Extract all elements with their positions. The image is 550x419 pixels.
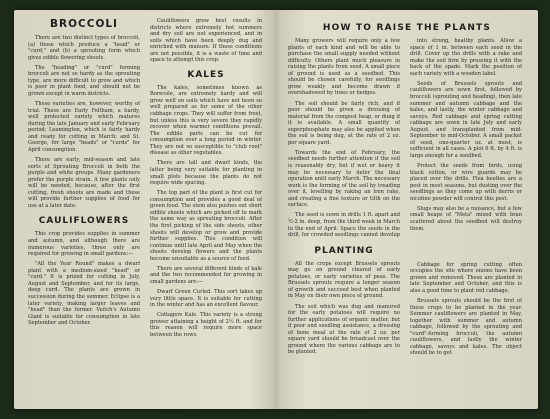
paragraph: There are two distinct types of broccoli, (a) those which produce a "head" or "curd," and (b) a sprouting form which gives edible flowering shoots. xyxy=(28,35,140,61)
cauliflowers-continued-text xyxy=(150,18,262,64)
paragraph: Seeds of Brussels sprouts and cauliflowers are sown first, followed by broccoli (sprouting and heading), then late summer and autumn cabbage and the kales, and lastly, the winter cabbage and savoys. Red cabbage and spring cutting cabbage are sown in late July and early August, and transplanted from mid-September to mid-October. A small packet of seed, one-quarter oz. at most, is sufficient in all cases. A plot 6 ft. by 4 ft. is large enough for a seedbed. xyxy=(410,80,522,159)
planting-text xyxy=(288,261,400,356)
heading-how-to-raise: HOW TO RAISE THE PLANTS xyxy=(322,23,492,33)
paragraph: Cabbage for spring cutting often occupies the site where onions have been grown and removed. These are planted in late September and October, and this is also a good time to plant red cabbage. xyxy=(410,261,522,294)
paragraph: These varieties are, however, worthy of trial. These are Early Feltham, a hardy, well protected variety which matures during the late January and early February period; Leamington, which is fairly hardy and ready for cutting in March; and St. George, for large "heads" or "curds" for April consumption. xyxy=(28,101,140,153)
paragraph: The seed is sown in drills 1 ft. apart and ½-2 in. deep, from the third week in March to the end of April. Space the seeds in the drill, for crowded seedlings cannot develop xyxy=(288,212,400,239)
paragraph: "All the Year Round" makes a dwarf plant with a medium-sized "head" or "curd." It is prized for cutting in July, August and September, and for its large, deep curd. The plants are grown in succession during the summer. Eclipse is a later variety, making larger leaves and "head" than the former. Veitch's Autumn Giant is suitable for consumption in late September and October. xyxy=(28,261,140,327)
paragraph: Cottagers Kale. This variety is a strong grower attaining a height of 2½ ft. and for this reason will require more space between the rows. xyxy=(150,312,262,338)
paragraph: Protect the seeds from birds, using black cotton, or wire guards may be placed over the drills. Flea beetles are a pest in most seasons, but dusting over the seedlings as they come up with derris or nicotine powder will control this pest. xyxy=(410,163,522,202)
left-page xyxy=(14,10,276,409)
paragraph: Towards the end of February, the seedbed needs further attention if the soil is reasonably dry, but if wet or heavy it may be necessary to defer the final operation until early March. The necessary work is the forming of the soil by treading over it, levelling by raking an iron rake, and creating a fine texture or tilth on the surface. xyxy=(288,149,400,209)
paragraph: There are several different kinds of kale and the two recommended for growing in small gardens are:— xyxy=(150,265,262,285)
heading-planting: PLANTING xyxy=(314,245,374,256)
raising-continued-text xyxy=(410,38,522,232)
paragraph: Dwarf Green Curled. This sort takes up very little space. It is suitable for cutting in the winter and has an excellent flavour. xyxy=(150,289,262,309)
broccoli-text xyxy=(28,35,140,209)
right-column-2 xyxy=(410,38,522,361)
kales-text xyxy=(150,85,262,339)
paragraph: The top part of the plant is first cut for consumption and provides a good deal of green food. The stem also pushes out short edible shoots which are picked off to mark the same way as sprouting broccoli. After the first picking of the side shoots, other shoots will develop or grow and provide further supplies. This condition will continue until late April and May when the shoots develop flowers and the plants become unsuitable as a source of food. xyxy=(150,190,262,262)
paragraph: Slugs may also be a nuisance, but a few small heaps of "Meta" mixed with bran scattered about the seedbed will destroy them. xyxy=(410,205,522,232)
paragraph: The kales, sometimes known as Borecole, are extremely hardy and will grow well on soils which have not been so well prepared as for some of the other cabbage crops. They will suffer from frost, but unless this is very severe they rapidly recover when warmer conditions prevail. The edible parts can be cut for consumption over a long period in winter. They are not so susceptible to "club root" disease as other vegetables. xyxy=(150,84,262,157)
cauliflowers-text xyxy=(28,231,140,326)
left-column-2 xyxy=(150,18,262,342)
left-column-1 xyxy=(28,18,140,330)
paragraph: There are tall and dwarf kinds, the latter being very suitable for planting in small plots because the plants do not require wide spacing. xyxy=(150,160,262,187)
paragraph: Cauliflowers grow best results in districts where extremely hot summers and dry soil are not experienced, and in soils which have been deeply dug and enriched with manure. If these conditions are not possible, it is a waste of time and space to attempt this crop. xyxy=(150,18,262,64)
paragraph: The soil should be fairly rich, and if poor should be given a dressing of material from the compost heap, or dung if it is available. A small quantity of superphosphate may also be applied when the soil is being dug, at the rate of 2 oz. per square yard. xyxy=(288,100,400,146)
paragraph: Brussels sprouts should be the first of these crops to be planted in the year. Summer cauliflowers are planted in May, together with summer and autumn cabbage, followed by the sprouting and "curd"-forming broccoli, the autumn cauliflowers, and lastly the winter cabbage, savoys and kales. The object should be to get xyxy=(410,298,522,357)
paragraph: This crop provides supplies in summer and autumn, and although there are numerous varieties, three only are required for growing in small gardens:— xyxy=(28,231,140,258)
right-page xyxy=(276,10,538,409)
heading-cauliflowers: CAULIFLOWERS xyxy=(38,216,130,227)
paragraph: All the crops except Brussels sprouts may go on ground cleared of early potatoes, or early varieties of peas. The Brussels sprouts require a longer season of growth and succeed best when planted in May on their own piece of ground. xyxy=(288,260,400,300)
column-gap xyxy=(410,236,522,262)
raising-text xyxy=(288,38,400,239)
right-column-1 xyxy=(288,38,400,359)
paragraph: The soil which was dug and manured for the early potatoes will require no further applications of organic matter, but if poor and seedling assistance, a dressing of bone meal at the rate of 2 oz. per square yard should be broadcast over the ground where the various cabbage are to be planted. xyxy=(288,303,400,356)
booklet-spread xyxy=(14,10,538,409)
paragraph: The "heading" or "curd" forming broccoli are not so hardy as the sprouting type, are more difficult to grow and which is poor in plant food, and should not be grown except in warm districts. xyxy=(28,64,140,97)
paragraph: There are early, mid-season and late sorts of Sprouting Broccoli in both the purple and white groups. Many gardeners prefer the purple strain. A few plants only will be needed, because, after the first cutting, fresh shoots are made and these will provide further supplies of food for use at a later date. xyxy=(28,157,140,209)
heading-kales: KALES xyxy=(187,69,225,80)
planting-continued-text xyxy=(410,262,522,357)
paragraph: Many growers will require only a few plants of each kind and will be able to purchase the small supply needed without difficulty. Others plant much pleasure in raising the plants from seed. A small piece of ground is used as a seedbed. This should be chosen carefully, for seedlings grow weakly and become drawn if overshadowed by trees or hedges. xyxy=(288,38,400,97)
paragraph: into strong, healthy plants. Allow a space of 1 in. between each seed in the drill. Cover up the drills with a rake and make the soil firm by pressing it with the back of the spade. Mark the position of each variety with a wooden label. xyxy=(410,38,522,77)
heading-broccoli: BROCCOLI xyxy=(50,18,118,30)
